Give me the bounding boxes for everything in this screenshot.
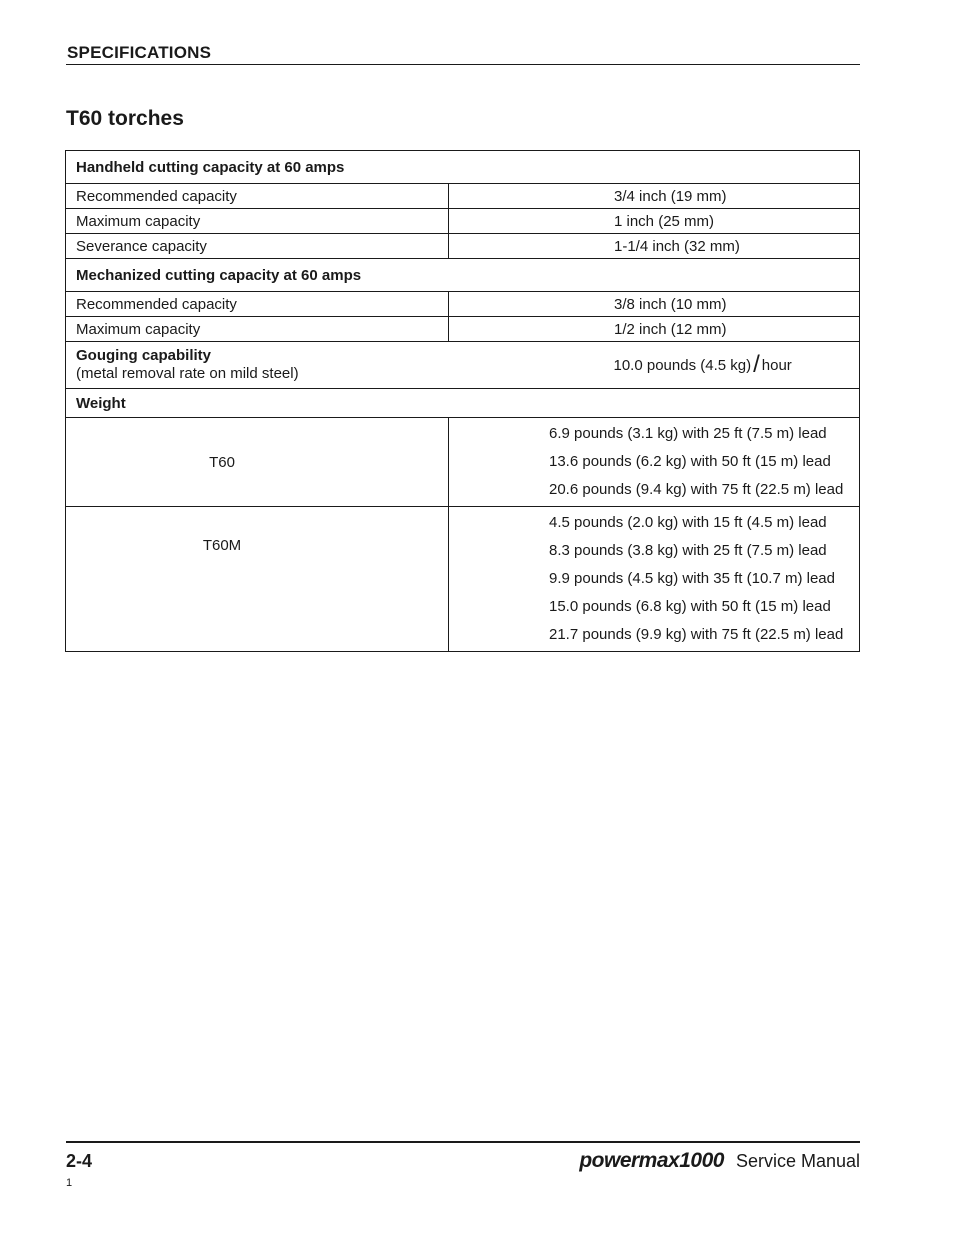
lead-weight: 9.9 pounds (4.5 kg) with 35 ft (10.7 m) lead: [549, 570, 835, 587]
table-row: [66, 184, 860, 209]
gouging-rate-unit: hour: [761, 357, 792, 374]
section-header: SPECIFICATIONS: [67, 43, 212, 62]
weight-heading-row: [66, 389, 860, 418]
gouging-rate-separator: /: [753, 351, 760, 378]
row-value: 3/8 inch (10 mm): [449, 292, 860, 317]
lead-weight: 6.9 pounds (3.1 kg) with 25 ft (7.5 m) lead: [549, 425, 827, 442]
handheld-heading: Handheld cutting capacity at 60 amps: [66, 151, 860, 184]
header-divider: [66, 64, 860, 65]
gouging-row: [66, 342, 860, 389]
lead-weight: 20.6 pounds (9.4 kg) with 75 ft (22.5 m) lead: [549, 481, 844, 498]
row-label: Severance capacity: [66, 234, 449, 259]
weight-model-row-t60: [66, 418, 860, 507]
footer-divider: [66, 1141, 860, 1143]
row-value: 3/4 inch (19 mm): [449, 184, 860, 209]
page-number: 2-4: [66, 1151, 93, 1171]
gouging-heading: Gouging capability: [76, 347, 212, 364]
model-name: T60M: [66, 507, 449, 652]
model-name: T60: [66, 418, 449, 507]
row-label: Maximum capacity: [66, 317, 449, 342]
handheld-heading-row: [66, 151, 860, 184]
footer-brand: [579, 1149, 860, 1173]
row-label: Recommended capacity: [66, 184, 449, 209]
gouging-subheading: (metal removal rate on mild steel): [76, 365, 299, 382]
lead-weight: 15.0 pounds (6.8 kg) with 50 ft (15 m) lead: [549, 598, 831, 615]
lead-weight: 4.5 pounds (2.0 kg) with 15 ft (4.5 m) lead: [549, 514, 827, 531]
row-label: Maximum capacity: [66, 209, 449, 234]
lead-weight: 21.7 pounds (9.9 kg) with 75 ft (22.5 m) lead: [549, 626, 844, 643]
gouging-label-cell: [66, 342, 449, 389]
lead-weight: 8.3 pounds (3.8 kg) with 25 ft (7.5 m) lead: [549, 542, 827, 559]
row-value: 1/2 inch (12 mm): [449, 317, 860, 342]
table-row: [66, 292, 860, 317]
manual-title: Service Manual: [735, 1151, 860, 1171]
mechanized-heading: Mechanized cutting capacity at 60 amps: [66, 259, 860, 292]
footnote: 1: [66, 1177, 73, 1189]
table-row: [66, 234, 860, 259]
row-label: Recommended capacity: [66, 292, 449, 317]
specifications-table: [65, 150, 860, 652]
brand-logo: powermax1000: [579, 1149, 724, 1172]
gouging-value-cell: [449, 342, 860, 389]
row-value: 1-1/4 inch (32 mm): [449, 234, 860, 259]
page-title: T60 torches: [66, 107, 184, 130]
lead-weight: 13.6 pounds (6.2 kg) with 50 ft (15 m) lead: [549, 453, 831, 470]
weight-model-row-t60m: [66, 507, 860, 652]
mechanized-heading-row: [66, 259, 860, 292]
gouging-rate: 10.0 pounds (4.5 kg): [613, 357, 752, 374]
weight-heading: Weight: [66, 389, 860, 418]
model-leads: [449, 418, 860, 507]
table-row: [66, 317, 860, 342]
table-row: [66, 209, 860, 234]
model-leads: [449, 507, 860, 652]
row-value: 1 inch (25 mm): [449, 209, 860, 234]
